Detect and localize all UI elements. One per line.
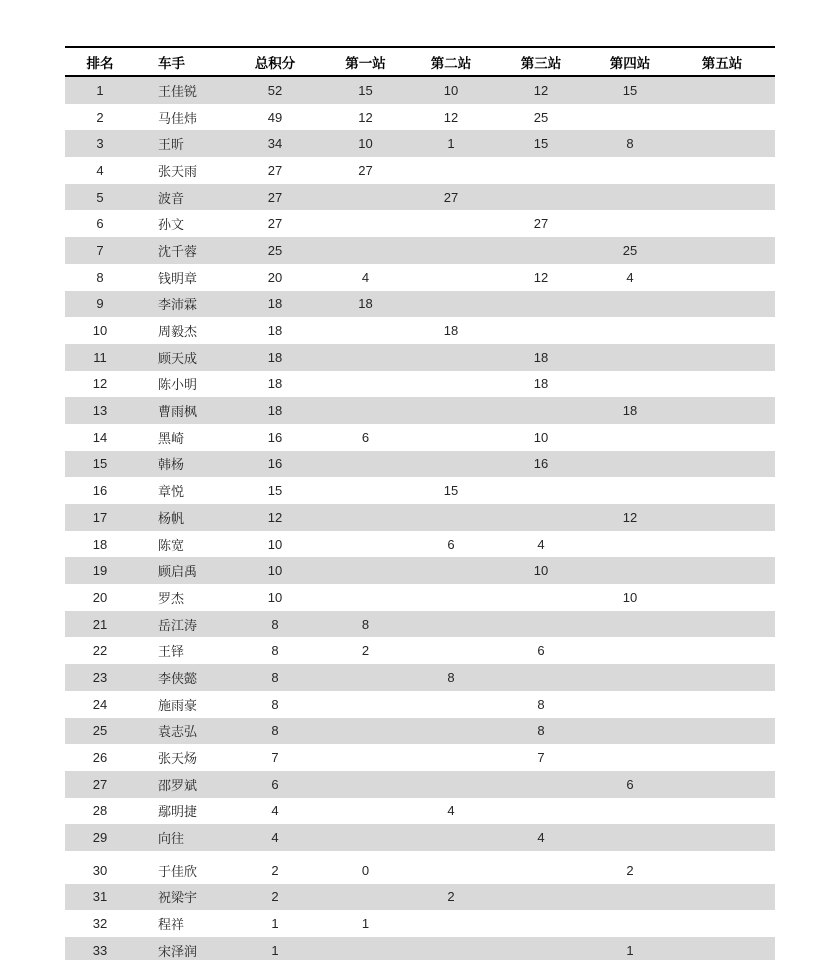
table-row bbox=[65, 824, 775, 851]
station-3-cell: 18 bbox=[533, 376, 549, 392]
table-row bbox=[65, 237, 775, 264]
table-row bbox=[65, 130, 775, 157]
station-1-cell: 1 bbox=[361, 916, 370, 932]
table-row bbox=[65, 937, 775, 960]
total-points-cell: 18 bbox=[267, 296, 283, 312]
total-points-cell: 8 bbox=[271, 723, 279, 739]
table-row bbox=[65, 771, 775, 798]
station-4-cell: 25 bbox=[622, 242, 638, 258]
table-row bbox=[65, 291, 775, 318]
total-points-cell: 8 bbox=[271, 696, 279, 712]
station-1-cell: 4 bbox=[361, 269, 370, 285]
table-row bbox=[65, 798, 775, 825]
station-3-cell: 6 bbox=[537, 643, 545, 659]
table-row bbox=[65, 691, 775, 718]
station-3-cell: 10 bbox=[533, 429, 549, 445]
driver-cell: 杨帆 bbox=[158, 510, 185, 526]
rank-cell: 16 bbox=[92, 483, 108, 499]
station-3-cell: 15 bbox=[533, 136, 549, 152]
table-row bbox=[65, 397, 775, 424]
total-points-cell: 2 bbox=[271, 862, 279, 878]
driver-cell: 陈小明 bbox=[158, 377, 198, 393]
rank-cell: 32 bbox=[92, 916, 108, 932]
driver-cell: 孙文 bbox=[158, 217, 185, 233]
table-row bbox=[65, 317, 775, 344]
total-points-cell: 10 bbox=[267, 589, 283, 605]
total-points-cell: 12 bbox=[267, 509, 283, 525]
station-4-cell: 4 bbox=[626, 269, 634, 285]
total-points-cell: 27 bbox=[267, 216, 283, 232]
rank-cell: 18 bbox=[92, 536, 108, 552]
station-1-cell: 2 bbox=[361, 643, 370, 659]
rank-cell: 14 bbox=[92, 429, 108, 445]
station-3-cell: 12 bbox=[533, 82, 549, 98]
rank-cell: 4 bbox=[96, 162, 104, 178]
driver-cell: 向往 bbox=[158, 831, 185, 847]
total-points-cell: 4 bbox=[271, 803, 279, 819]
rank-cell: 15 bbox=[92, 456, 108, 472]
rank-cell: 2 bbox=[96, 109, 104, 125]
driver-cell: 程祥 bbox=[158, 917, 185, 933]
station-3-cell: 27 bbox=[533, 216, 549, 232]
driver-cell: 陈宽 bbox=[158, 537, 185, 553]
driver-cell: 钱明章 bbox=[158, 270, 198, 286]
rank-cell: 31 bbox=[92, 889, 108, 905]
total-points-cell: 10 bbox=[267, 563, 283, 579]
station-2-cell: 6 bbox=[447, 536, 455, 552]
rank-cell: 9 bbox=[96, 296, 104, 312]
total-points-cell: 8 bbox=[271, 643, 279, 659]
station-4-cell: 18 bbox=[622, 403, 638, 419]
table-row bbox=[65, 504, 775, 531]
driver-cell: 祝梁宇 bbox=[158, 890, 198, 906]
driver-cell: 李侠懿 bbox=[158, 670, 198, 686]
table-body bbox=[65, 77, 775, 960]
driver-cell: 马佳炜 bbox=[158, 110, 198, 126]
total-points-cell: 15 bbox=[267, 483, 283, 499]
table-row bbox=[65, 637, 775, 664]
driver-cell: 王佳锐 bbox=[158, 83, 198, 99]
driver-cell: 宋泽润 bbox=[158, 943, 198, 959]
column-header-total: 总积分 bbox=[254, 55, 296, 71]
total-points-cell: 20 bbox=[267, 269, 283, 285]
driver-cell: 顾启禹 bbox=[158, 564, 198, 580]
driver-cell: 于佳欣 bbox=[158, 863, 198, 879]
table-row bbox=[65, 718, 775, 745]
total-points-cell: 34 bbox=[267, 136, 283, 152]
table-header-row bbox=[65, 48, 775, 77]
column-header-s1: 第一站 bbox=[345, 55, 386, 71]
total-points-cell: 10 bbox=[267, 536, 283, 552]
total-points-cell: 18 bbox=[267, 376, 283, 392]
table-row bbox=[65, 857, 775, 884]
total-points-cell: 49 bbox=[267, 109, 283, 125]
table-row bbox=[65, 184, 775, 211]
rank-cell: 23 bbox=[92, 669, 108, 685]
driver-cell: 张天炀 bbox=[158, 751, 198, 767]
column-header-s4: 第四站 bbox=[609, 55, 651, 71]
driver-cell: 岳江涛 bbox=[158, 617, 198, 633]
rank-cell: 12 bbox=[92, 376, 108, 392]
station-2-cell: 15 bbox=[443, 483, 459, 499]
table-row bbox=[65, 451, 775, 478]
rank-cell: 1 bbox=[96, 82, 104, 98]
rank-cell: 25 bbox=[92, 723, 108, 739]
driver-cell: 鄢明捷 bbox=[158, 804, 198, 820]
driver-cell: 韩杨 bbox=[158, 457, 185, 473]
total-points-cell: 7 bbox=[271, 750, 279, 766]
rank-cell: 22 bbox=[92, 643, 108, 659]
station-3-cell: 12 bbox=[533, 269, 549, 285]
table-row bbox=[65, 884, 775, 911]
station-2-cell: 12 bbox=[443, 109, 459, 125]
station-3-cell: 10 bbox=[533, 563, 549, 579]
total-points-cell: 1 bbox=[271, 942, 279, 958]
driver-cell: 周毅杰 bbox=[158, 324, 198, 340]
rank-cell: 20 bbox=[92, 589, 108, 605]
driver-cell: 顾天成 bbox=[158, 350, 198, 366]
station-3-cell: 4 bbox=[537, 536, 545, 552]
station-3-cell: 16 bbox=[533, 456, 549, 472]
station-3-cell: 25 bbox=[533, 109, 549, 125]
driver-cell: 邵罗斌 bbox=[158, 777, 198, 793]
station-4-cell: 15 bbox=[622, 82, 638, 98]
driver-cell: 章悦 bbox=[158, 484, 185, 500]
driver-cell: 罗杰 bbox=[158, 590, 185, 606]
total-points-cell: 16 bbox=[267, 456, 283, 472]
rank-cell: 3 bbox=[96, 136, 104, 152]
driver-cell: 施雨豪 bbox=[158, 697, 198, 713]
driver-cell: 波音 bbox=[158, 190, 185, 206]
station-4-cell: 10 bbox=[622, 589, 638, 605]
total-points-cell: 18 bbox=[267, 323, 283, 339]
driver-cell: 王昕 bbox=[158, 137, 185, 153]
rank-cell: 21 bbox=[92, 616, 108, 632]
station-3-cell: 7 bbox=[537, 750, 545, 766]
total-points-cell: 27 bbox=[267, 189, 283, 205]
rank-cell: 8 bbox=[96, 269, 104, 285]
table-row bbox=[65, 611, 775, 638]
station-1-cell: 15 bbox=[358, 82, 373, 98]
driver-cell: 沈千蓉 bbox=[158, 243, 198, 259]
station-4-cell: 12 bbox=[622, 509, 638, 525]
table-row bbox=[65, 424, 775, 451]
total-points-cell: 2 bbox=[271, 889, 279, 905]
driver-cell: 袁志弘 bbox=[158, 724, 198, 740]
driver-cell: 张天雨 bbox=[158, 163, 198, 179]
rank-cell: 29 bbox=[92, 830, 108, 846]
total-points-cell: 52 bbox=[267, 82, 283, 98]
station-4-cell: 1 bbox=[626, 942, 634, 958]
station-1-cell: 10 bbox=[358, 136, 373, 152]
rank-cell: 24 bbox=[92, 696, 108, 712]
rank-cell: 30 bbox=[92, 862, 108, 878]
driver-cell: 黑崎 bbox=[158, 430, 185, 446]
driver-cell: 曹雨枫 bbox=[158, 404, 198, 420]
station-1-cell: 0 bbox=[361, 862, 370, 878]
rank-cell: 11 bbox=[93, 349, 107, 365]
rank-cell: 26 bbox=[92, 750, 108, 766]
station-4-cell: 2 bbox=[626, 862, 634, 878]
total-points-cell: 4 bbox=[271, 830, 279, 846]
column-header-rank: 排名 bbox=[86, 55, 114, 71]
total-points-cell: 27 bbox=[267, 162, 283, 178]
rank-cell: 6 bbox=[96, 216, 104, 232]
rank-cell: 13 bbox=[92, 403, 108, 419]
station-3-cell: 8 bbox=[537, 696, 545, 712]
station-1-cell: 6 bbox=[361, 429, 370, 445]
standings-table bbox=[65, 46, 775, 960]
station-4-cell: 8 bbox=[626, 136, 634, 152]
table-row bbox=[65, 557, 775, 584]
table-row bbox=[65, 77, 775, 104]
station-3-cell: 8 bbox=[537, 723, 545, 739]
driver-cell: 王铎 bbox=[158, 644, 185, 660]
station-1-cell: 18 bbox=[358, 296, 373, 312]
total-points-cell: 6 bbox=[271, 776, 279, 792]
rank-cell: 10 bbox=[92, 323, 108, 339]
total-points-cell: 18 bbox=[267, 349, 283, 365]
table-row bbox=[65, 531, 775, 558]
column-header-s3: 第三站 bbox=[520, 55, 562, 71]
table-row bbox=[65, 584, 775, 611]
table-row bbox=[65, 264, 775, 291]
driver-cell: 李沛霖 bbox=[158, 297, 198, 313]
station-3-cell: 18 bbox=[533, 349, 549, 365]
rank-cell: 19 bbox=[92, 563, 108, 579]
station-2-cell: 8 bbox=[447, 669, 455, 685]
station-2-cell: 4 bbox=[447, 803, 455, 819]
total-points-cell: 8 bbox=[271, 669, 279, 685]
station-2-cell: 2 bbox=[447, 889, 455, 905]
rank-cell: 33 bbox=[92, 942, 108, 958]
rank-cell: 27 bbox=[92, 776, 108, 792]
station-2-cell: 10 bbox=[443, 82, 459, 98]
rank-cell: 17 bbox=[92, 509, 108, 525]
rank-cell: 5 bbox=[96, 189, 104, 205]
station-3-cell: 4 bbox=[537, 830, 545, 846]
table-row bbox=[65, 744, 775, 771]
station-2-cell: 27 bbox=[443, 189, 459, 205]
station-1-cell: 12 bbox=[358, 109, 373, 125]
table-row bbox=[65, 477, 775, 504]
rank-cell: 7 bbox=[96, 242, 104, 258]
station-2-cell: 1 bbox=[447, 136, 455, 152]
total-points-cell: 1 bbox=[271, 916, 279, 932]
column-header-s5: 第五站 bbox=[701, 55, 743, 71]
table-row bbox=[65, 104, 775, 131]
table-row bbox=[65, 157, 775, 184]
table-row bbox=[65, 344, 775, 371]
station-1-cell: 8 bbox=[361, 616, 370, 632]
rank-cell: 28 bbox=[92, 803, 108, 819]
total-points-cell: 18 bbox=[267, 403, 283, 419]
table-row bbox=[65, 210, 775, 237]
total-points-cell: 8 bbox=[271, 616, 279, 632]
total-points-cell: 16 bbox=[267, 429, 283, 445]
table-row bbox=[65, 664, 775, 691]
column-header-s2: 第二站 bbox=[430, 55, 472, 71]
total-points-cell: 25 bbox=[267, 242, 283, 258]
column-header-driver: 车手 bbox=[158, 55, 185, 71]
station-4-cell: 6 bbox=[626, 776, 634, 792]
station-2-cell: 18 bbox=[443, 323, 459, 339]
table-row bbox=[65, 371, 775, 398]
table-row bbox=[65, 910, 775, 937]
station-1-cell: 27 bbox=[358, 162, 373, 178]
